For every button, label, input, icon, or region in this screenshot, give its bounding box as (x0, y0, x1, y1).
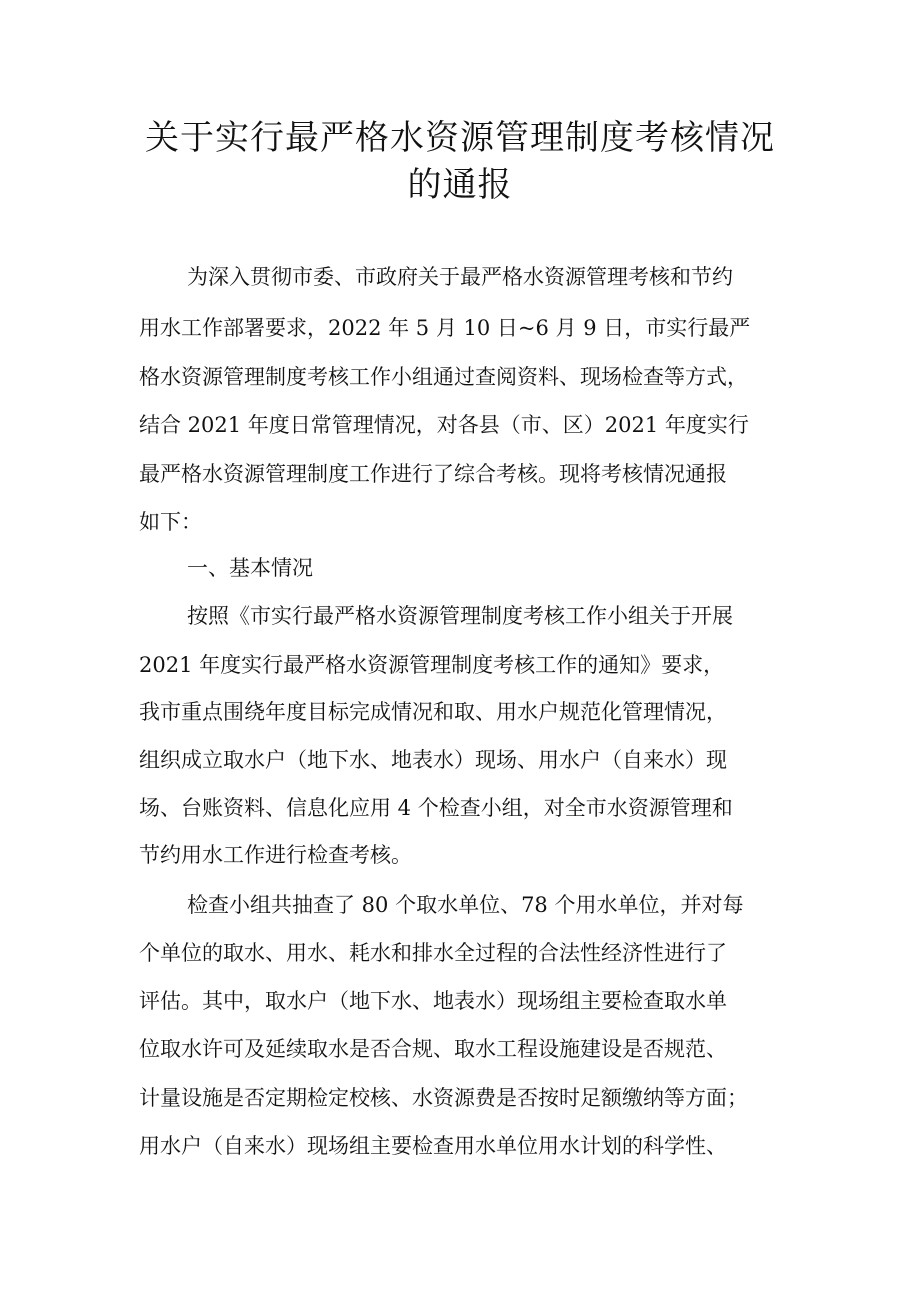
paragraph-line: 个单位的取水、用水、耗水和排水全过程的合法性经济性进行了 (139, 941, 727, 965)
paragraph-line: 2021 年度实行最严格水资源管理制度考核工作的通知》要求， (139, 653, 725, 677)
paragraph-line: 为深入贯彻市委、市政府关于最严格水资源管理考核和节约 (187, 265, 733, 289)
document-title-line-1: 关于实行最严格水资源管理制度考核情况 (145, 118, 775, 158)
section-heading: 一、基本情况 (187, 556, 313, 580)
paragraph-line: 节约用水工作进行检查考核。 (139, 843, 412, 867)
paragraph-line: 用水工作部署要求，2022 年 5 月 10 日~6 月 9 日，市实行最严 (139, 316, 751, 340)
paragraph-line: 格水资源管理制度考核工作小组通过查阅资料、现场检查等方式， (139, 365, 748, 389)
paragraph-line: 结合 2021 年度日常管理情况，对各县（市、区）2021 年度实行 (139, 413, 749, 437)
paragraph-line: 场、台账资料、信息化应用 4 个检查小组，对全市水资源管理和 (139, 796, 733, 820)
paragraph-line: 我市重点围绕年度目标完成情况和取、用水户规范化管理情况， (139, 700, 727, 724)
paragraph-line: 如下： (139, 510, 202, 534)
paragraph-line: 用水户（自来水）现场组主要检查用水单位用水计划的科学性、 (139, 1134, 727, 1158)
document-title-line-2: 的通报 (407, 165, 513, 205)
paragraph-line: 组织成立取水户（地下水、地表水）现场、用水户（自来水）现 (139, 748, 727, 772)
paragraph-line: 按照《市实行最严格水资源管理制度考核工作小组关于开展 (187, 604, 733, 628)
paragraph-line: 计量设施是否定期检定校核、水资源费是否按时足额缴纳等方面； (139, 1086, 748, 1110)
paragraph-line: 位取水许可及延续取水是否合规、取水工程设施建设是否规范、 (139, 1037, 727, 1061)
paragraph-line: 评估。其中，取水户（地下水、地表水）现场组主要检查取水单 (139, 989, 727, 1013)
paragraph-line: 最严格水资源管理制度工作进行了综合考核。现将考核情况通报 (139, 462, 727, 486)
paragraph-line: 检查小组共抽查了 80 个取水单位、78 个用水单位，并对每 (187, 893, 744, 917)
